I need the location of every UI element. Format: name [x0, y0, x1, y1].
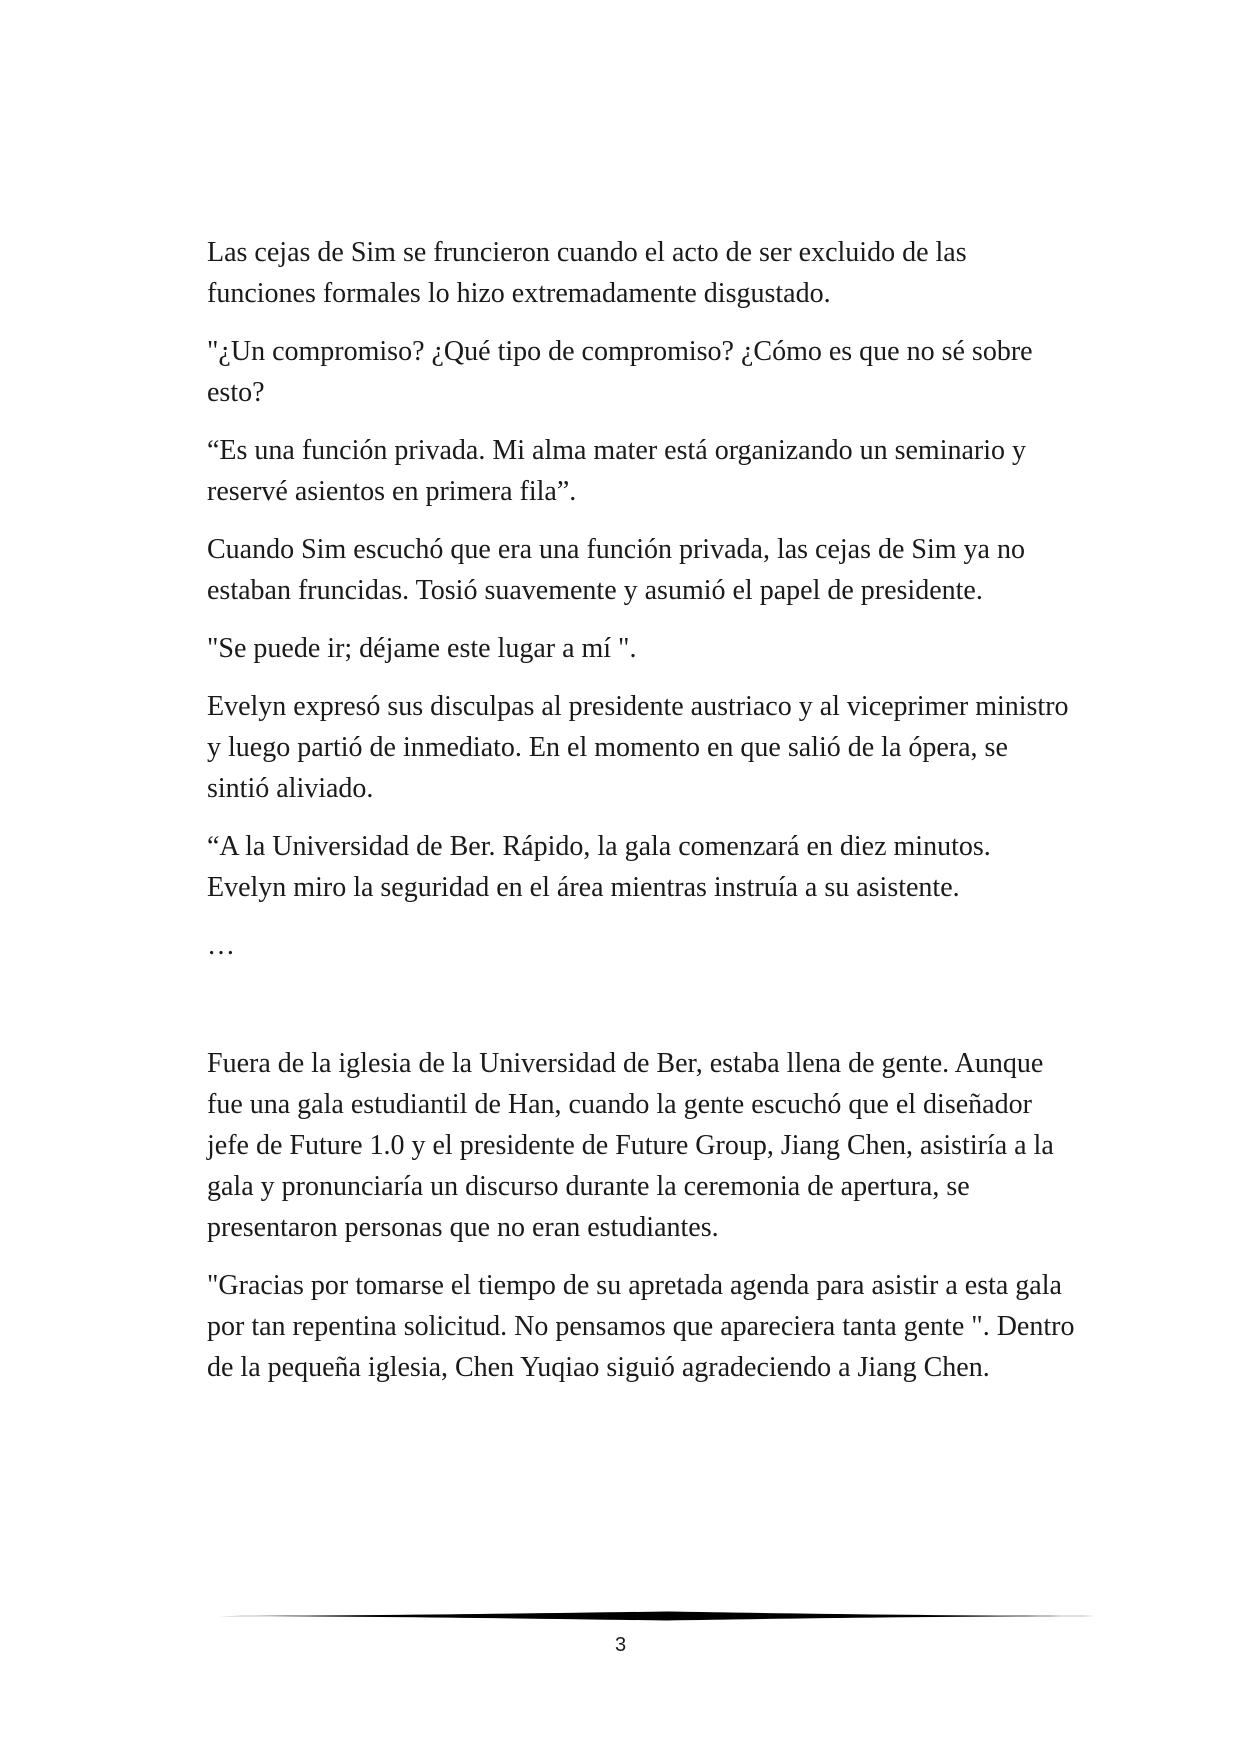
- paragraph: "¿Un compromiso? ¿Qué tipo de compromiso? ¿Cómo es que no sé sobre esto?: [207, 336, 1033, 408]
- paragraph: "Gracias por tomarse el tiempo de su apretada agenda para asistir a esta gala por tan repentina solicitud. No pensamos que apareciera tanta gente ". Dentro de la pequeña iglesia, Chen Yuqiao siguió agradeciendo a Jiang Chen.: [207, 1270, 1075, 1383]
- section-spacer: [207, 983, 1077, 1043]
- footer-divider: [207, 1609, 1107, 1623]
- paragraph: Fuera de la iglesia de la Universidad de Ber, estaba llena de gente. Aunque fue una gala estudiantil de Han, cuando la gente escuchó que el diseñador jefe de Future 1.0 y el presidente de Future Group, Jiang Chen, asistiría a la gala y pronunciaría un discurso durante la ceremonia de apertura, se presentaron personas que no eran estudiantes.: [207, 1048, 1054, 1243]
- paragraph: Cuando Sim escuchó que era una función privada, las cejas de Sim ya no estaban fruncidas. Tosió suavemente y asumió el papel de presidente.: [207, 534, 1025, 606]
- scene-break-ellipsis: …: [207, 930, 235, 961]
- paragraph: “A la Universidad de Ber. Rápido, la gala comenzará en diez minutos. Evelyn miro la seguridad en el área mientras instruía a su asistente.: [207, 831, 991, 903]
- paragraph: Las cejas de Sim se fruncieron cuando el acto de ser excluido de las funciones formales lo hizo extremadamente disgustado.: [207, 237, 967, 309]
- paragraph: “Es una función privada. Mi alma mater está organizando un seminario y reservé asientos en primera fila”.: [207, 435, 1026, 507]
- paragraph: "Se puede ir; déjame este lugar a mí ".: [207, 633, 637, 664]
- paragraph: Evelyn expresó sus disculpas al presidente austriaco y al viceprimer ministro y luego partió de inmediato. En el momento en que salió de la ópera, se sintió aliviado.: [207, 691, 1069, 804]
- page-number: 3: [614, 1634, 627, 1656]
- body-text: [207, 232, 1077, 1405]
